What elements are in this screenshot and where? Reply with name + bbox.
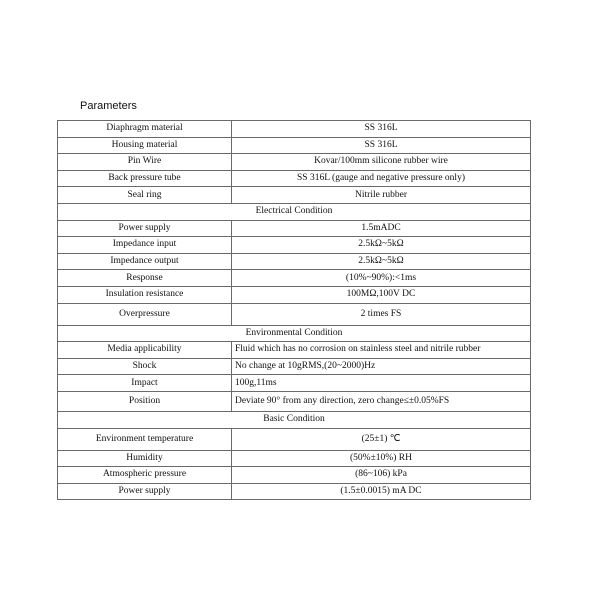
section-heading-electrical: Electrical Condition (58, 203, 531, 220)
row-label: Shock (58, 358, 232, 375)
row-label: Power supply (58, 220, 232, 237)
row-value: (10%~90%):<1ms (232, 270, 531, 287)
row-value: (86~106) kPa (232, 467, 531, 484)
row-label: Back pressure tube (58, 170, 232, 187)
parameters-table (57, 120, 531, 500)
section-heading-basic: Basic Condition (58, 411, 531, 428)
table-row (58, 467, 531, 484)
table-row (58, 358, 531, 375)
row-value: SS 316L (232, 137, 531, 154)
row-label: Impact (58, 375, 232, 392)
table-row (58, 220, 531, 237)
row-value: (50%±10%) RH (232, 450, 531, 467)
row-label: Humidity (58, 450, 232, 467)
row-value: 2.5kΩ~5kΩ (232, 253, 531, 270)
table-row (58, 137, 531, 154)
row-label: Media applicability (58, 342, 232, 359)
table-row (58, 237, 531, 254)
row-value: (25±1) ℃ (232, 428, 531, 450)
table-row (58, 342, 531, 359)
table-row (58, 428, 531, 450)
row-value: 2 times FS (232, 303, 531, 325)
row-label: Housing material (58, 137, 232, 154)
row-value: Kovar/100mm silicone rubber wire (232, 154, 531, 171)
row-value: Deviate 90° from any direction, zero change≤±0.05%FS (232, 391, 531, 411)
row-value: SS 316L (gauge and negative pressure only) (232, 170, 531, 187)
row-label: Insulation resistance (58, 286, 232, 303)
row-label: Seal ring (58, 187, 232, 204)
row-label: Overpressure (58, 303, 232, 325)
row-label: Pin Wire (58, 154, 232, 171)
section-row (58, 203, 531, 220)
row-value: 1.5mADC (232, 220, 531, 237)
table-row (58, 483, 531, 500)
table-row (58, 154, 531, 171)
row-value: 100MΩ,100V DC (232, 286, 531, 303)
table-row (58, 450, 531, 467)
table-row (58, 391, 531, 411)
row-label: Power supply (58, 483, 232, 500)
section-heading-environmental: Environmental Condition (58, 325, 531, 342)
table-row (58, 187, 531, 204)
row-value: No change at 10gRMS,(20~2000)Hz (232, 358, 531, 375)
row-label: Environment temperature (58, 428, 232, 450)
row-value: Fluid which has no corrosion on stainless steel and nitrile rubber (232, 342, 531, 359)
row-value: 2.5kΩ~5kΩ (232, 237, 531, 254)
row-label: Response (58, 270, 232, 287)
row-label: Diaphragm material (58, 121, 232, 138)
table-row (58, 286, 531, 303)
table-row (58, 270, 531, 287)
table-row (58, 170, 531, 187)
table-row (58, 375, 531, 392)
row-label: Position (58, 391, 232, 411)
row-value: (1.5±0.0015) mA DC (232, 483, 531, 500)
section-row (58, 325, 531, 342)
row-value: SS 316L (232, 121, 531, 138)
row-value: Nitrile rubber (232, 187, 531, 204)
table-row (58, 303, 531, 325)
row-value: 100g,11ms (232, 375, 531, 392)
table-row (58, 121, 531, 138)
section-row (58, 411, 531, 428)
table-row (58, 253, 531, 270)
page-title: Parameters (80, 100, 137, 112)
row-label: Impedance input (58, 237, 232, 254)
row-label: Impedance output (58, 253, 232, 270)
row-label: Atmospheric pressure (58, 467, 232, 484)
